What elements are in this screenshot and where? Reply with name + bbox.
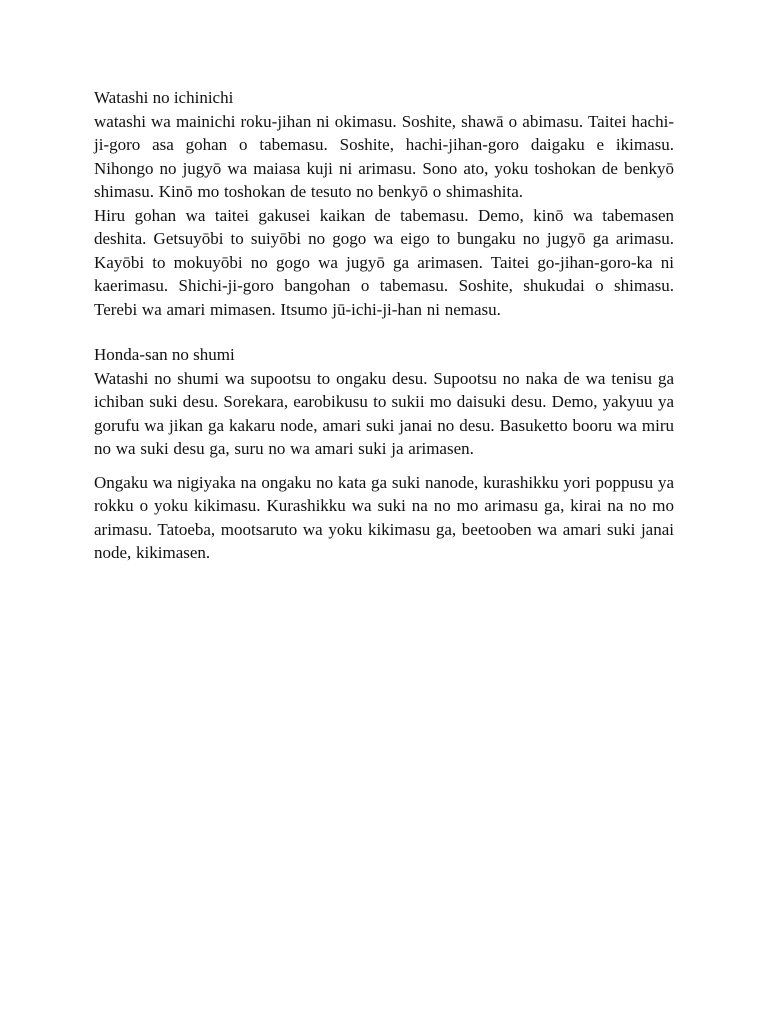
- paragraph-morning: watashi wa mainichi roku-jihan ni okimasu. Soshite, shawā o abimasu. Taitei hachi-ji-goro asa gohan o tabemasu. Soshite, hachi-jihan-goro daigaku e ikimasu. Nihongo no jugyō wa maiasa kuji ni arimasu. Sono ato, yoku toshokan de benkyō shimasu. Kinō mo toshokan de tesuto no benkyō o shimashita.: [94, 111, 674, 201]
- section-daily-routine: [94, 86, 674, 321]
- document-page: [94, 86, 674, 565]
- section-title-daily-routine: Watashi no ichinichi: [94, 88, 234, 107]
- paragraph-sports: Watashi no shumi wa supootsu to ongaku desu. Supootsu no naka de wa tenisu ga ichiban suki desu. Sorekara, earobikusu to sukii mo daisuki desu. Demo, yakyuu ya gorufu wa jikan ga kakaru node, amari suki janai no desu. Basuketto booru wa miru no wa suki desu ga, suru no wa amari suki ja arimasen.: [94, 368, 674, 458]
- section-spacer: [94, 321, 674, 343]
- section-title-hobbies: Honda-san no shumi: [94, 345, 235, 364]
- paragraph-music: Ongaku wa nigiyaka na ongaku no kata ga suki nanode, kurashikku yori poppusu ya rokku o yoku kikimasu. Kurashikku wa suki na no mo arimasu ga, kirai na no mo arimasu. Tatoeba, mootsaruto wa yoku kikimasu ga, beetooben wa amari suki janai node, kikimasen.: [94, 472, 674, 562]
- paragraph-spacer: [94, 461, 674, 471]
- paragraph-afternoon: Hiru gohan wa taitei gakusei kaikan de tabemasu. Demo, kinō wa tabemasen deshita. Getsuyōbi to suiyōbi no gogo wa eigo to bungaku no jugyō ga arimasu. Kayōbi to mokuyōbi no gogo wa jugyō ga arimasen. Taitei go-jihan-goro-ka ni kaerimasu. Shichi-ji-goro bangohan o tabemasu. Soshite, shukudai o shimasu. Terebi wa amari mimasen. Itsumo jū-ichi-ji-han ni nemasu.: [94, 205, 674, 319]
- section-hobbies: [94, 343, 674, 565]
